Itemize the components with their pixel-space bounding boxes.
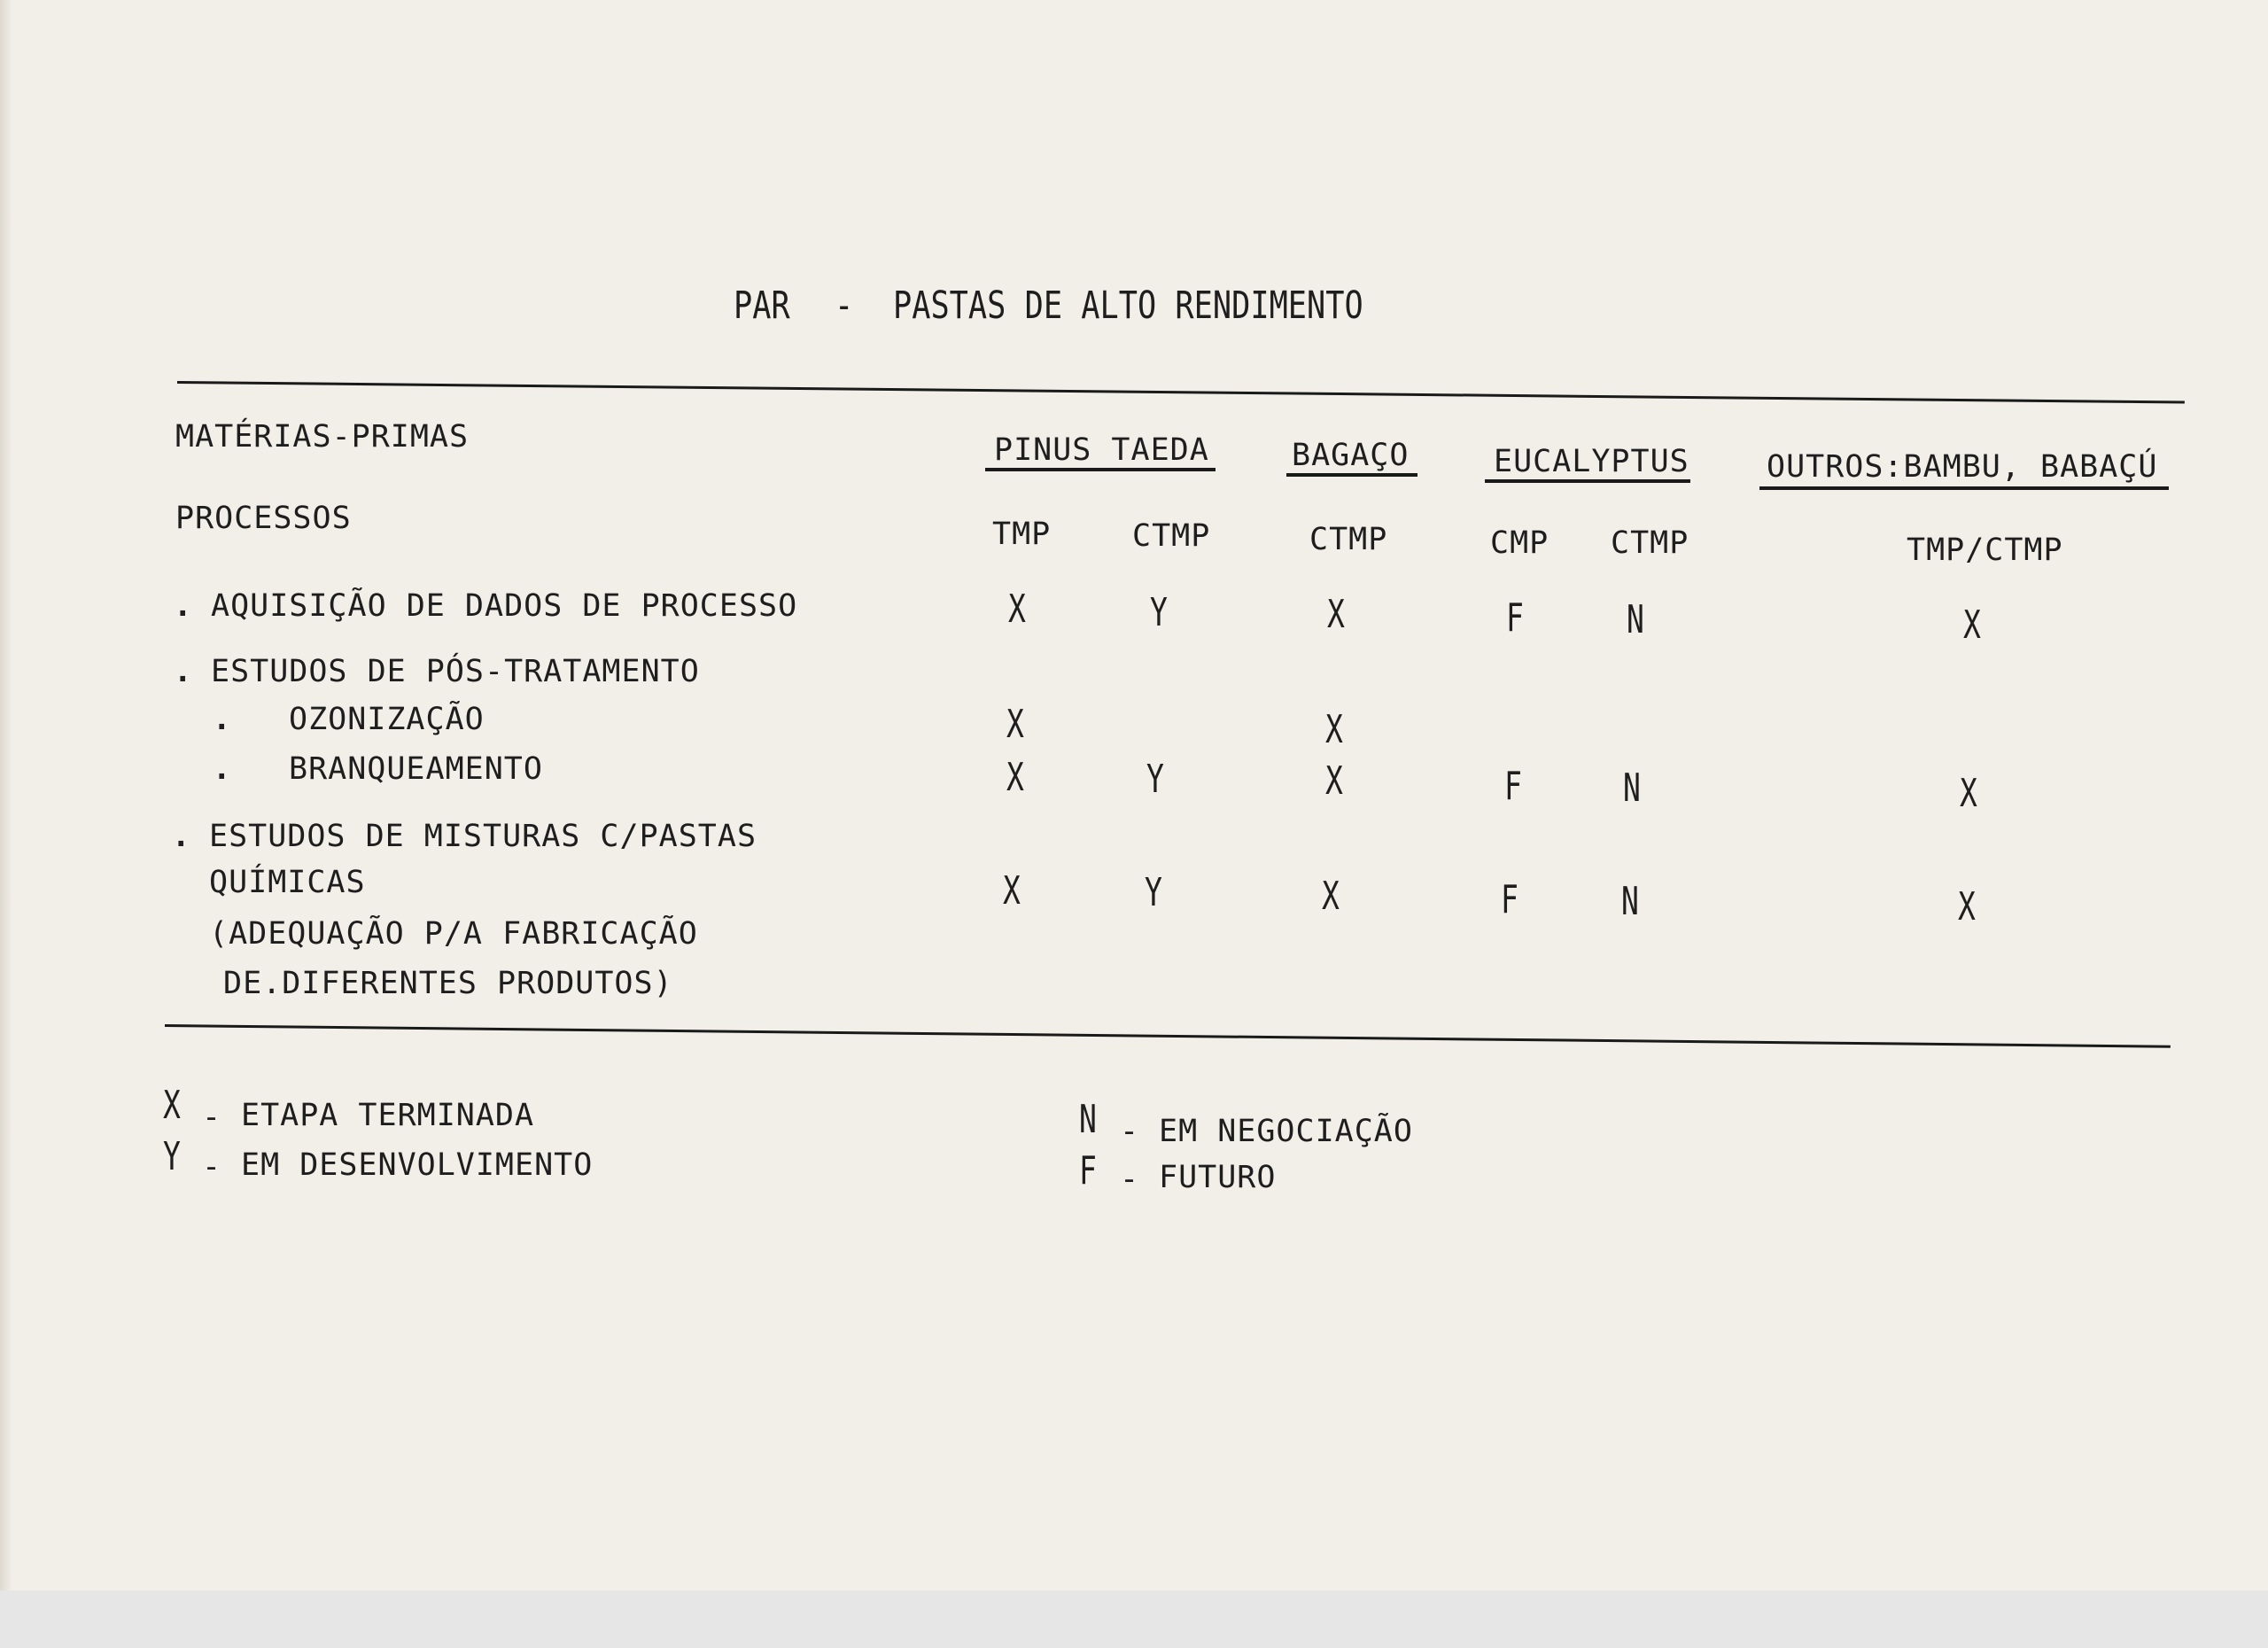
- cell-value: F: [1501, 877, 1518, 922]
- page-edge-shadow: [0, 0, 12, 1590]
- row-label-pos-tratamento: ESTUDOS DE PÓS-TRATAMENTO: [211, 654, 700, 689]
- cell-value: Y: [1150, 590, 1168, 635]
- group-underline: [1485, 479, 1690, 483]
- group-outros: OUTROS:BAMBU, BABAÇÚ: [1767, 449, 2158, 485]
- cell-value: X: [1006, 755, 1024, 800]
- cell-value: Y: [1145, 870, 1162, 915]
- scan-background: [0, 1590, 2268, 1648]
- legend-text-y: EM DESENVOLVIMENTO: [241, 1147, 594, 1183]
- legend-dash: -: [202, 1149, 222, 1185]
- cell-value: X: [1006, 702, 1024, 747]
- row-bullet: .: [213, 702, 231, 737]
- row-label-ozonizacao: OZONIZAÇÃO: [289, 702, 485, 737]
- cell-value: F: [1506, 595, 1524, 641]
- row-label-quimicas: QUÍMICAS: [209, 865, 366, 900]
- cell-value: F: [1504, 764, 1522, 809]
- process-tmp-ctmp: TMP/CTMP: [1907, 532, 2063, 568]
- legend-key-x: X: [163, 1083, 182, 1128]
- legend-dash: -: [1120, 1114, 1140, 1149]
- title-dash: -: [835, 284, 854, 328]
- group-underline: [985, 468, 1216, 471]
- cell-value: X: [1322, 874, 1340, 919]
- cell-value: X: [1325, 707, 1343, 752]
- group-bagaco: BAGAÇO: [1292, 438, 1410, 473]
- row-bullet: .: [172, 819, 190, 854]
- process-cmp: CMP: [1490, 525, 1550, 561]
- cell-value: N: [1627, 597, 1644, 642]
- cell-value: X: [1003, 868, 1021, 913]
- cell-value: Y: [1146, 757, 1164, 802]
- row-label-produtos: DE.DIFERENTES PRODUTOS): [223, 966, 673, 1001]
- legend-text-x: ETAPA TERMINADA: [241, 1098, 535, 1133]
- row-bullet: .: [174, 588, 192, 624]
- process-ctmp: CTMP: [1132, 518, 1211, 554]
- materials-label: MATÉRIAS-PRIMAS: [175, 419, 470, 455]
- row-label-branqueamento: BRANQUEAMENTO: [289, 751, 543, 787]
- legend-key-n: N: [1079, 1097, 1098, 1142]
- row-label-adequacao: (ADEQUAÇÃO P/A FABRICAÇÃO: [209, 916, 698, 952]
- process-tmp: TMP: [992, 517, 1052, 552]
- group-underline: [1759, 486, 2169, 490]
- cell-value: X: [1960, 771, 1977, 816]
- group-underline: [1286, 473, 1418, 477]
- legend-key-f: F: [1079, 1148, 1098, 1193]
- legend-key-y: Y: [163, 1134, 182, 1179]
- process-ctmp: CTMP: [1309, 522, 1388, 557]
- group-pinus-taeda: PINUS TAEDA: [994, 432, 1209, 468]
- page-title: PASTAS DE ALTO RENDIMENTO: [893, 284, 1363, 328]
- cell-value: X: [1958, 884, 1976, 929]
- cell-value: N: [1623, 766, 1641, 811]
- cell-value: N: [1621, 879, 1639, 924]
- legend-dash: -: [202, 1100, 222, 1135]
- row-bullet: .: [213, 751, 231, 787]
- legend-dash: -: [1120, 1162, 1140, 1197]
- legend-text-f: FUTURO: [1159, 1160, 1277, 1195]
- row-label-misturas: ESTUDOS DE MISTURAS C/PASTAS: [209, 819, 757, 854]
- title-abbr: PAR: [734, 284, 790, 328]
- cell-value: X: [1325, 758, 1343, 804]
- legend-text-n: EM NEGOCIAÇÃO: [1159, 1114, 1413, 1149]
- cell-value: X: [1963, 602, 1981, 648]
- process-ctmp: CTMP: [1611, 525, 1689, 561]
- processes-label: PROCESSOS: [175, 501, 352, 536]
- cell-value: X: [1008, 587, 1026, 632]
- cell-value: X: [1327, 592, 1345, 637]
- row-label-aquisicao: AQUISIÇÃO DE DADOS DE PROCESSO: [211, 588, 798, 624]
- group-eucalyptus: EUCALYPTUS: [1494, 444, 1689, 479]
- row-bullet: .: [174, 654, 192, 689]
